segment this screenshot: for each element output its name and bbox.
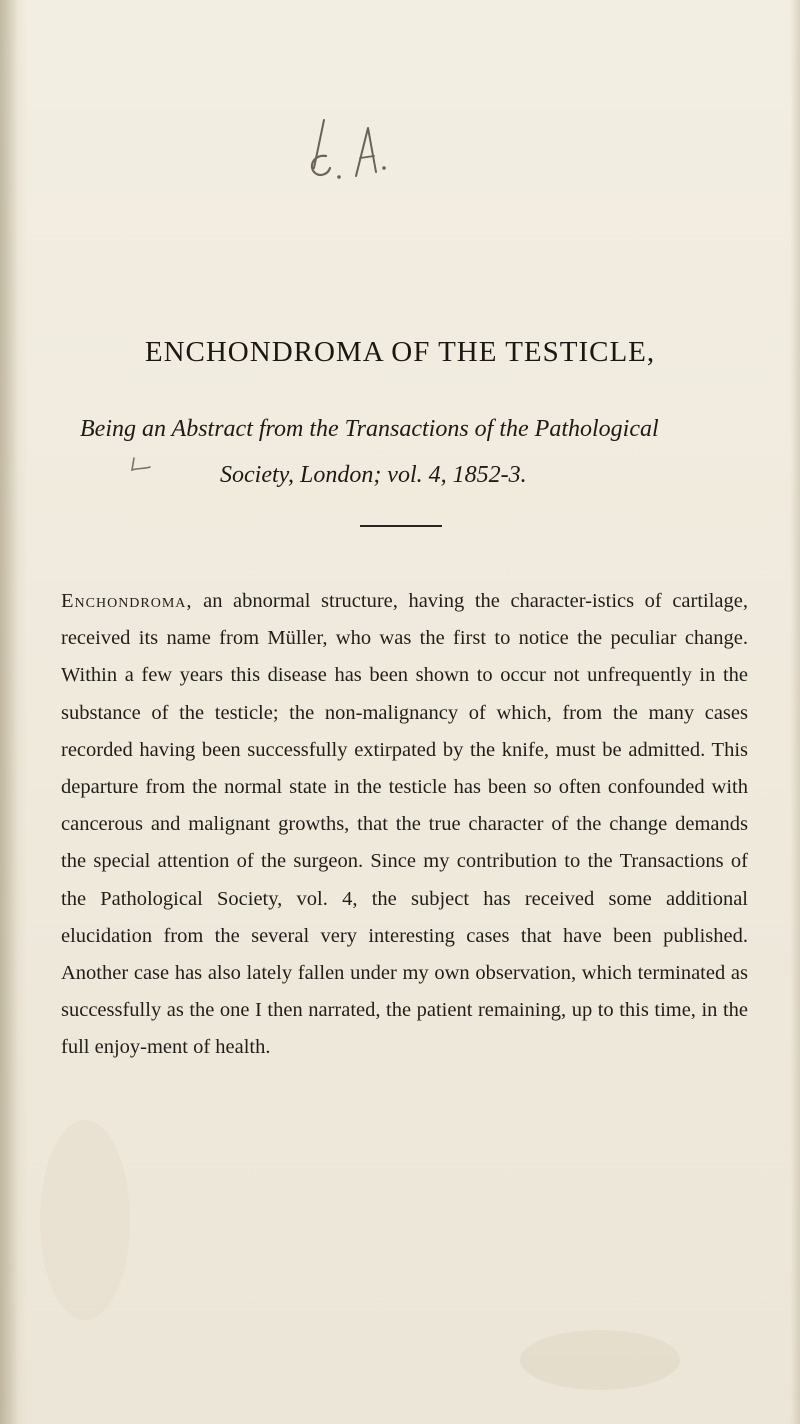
page-edge-shadow [790,0,800,1424]
paper-stain [520,1330,680,1390]
article-body-text: an abnormal structure, having the character-istics of cartilage, received its name from Müller, who was the first to notice the peculiar change. Within a few years this disease has been shown to occur not unfrequently in the substance of the testicle; the non-malignancy of which, from the many cases recorded having been successfully extirpated by the knife, must be admitted. This departure from the normal state in the testicle has been so often confounded with cancerous and malignant growths, that the true character of the change demands the special attention of the surgeon. Since my contribution to the Transactions of the Pathological Society, vol. 4, the subject has received some additional elucidation from the several very interesting cases that have been published. Another case has also lately fallen under my own observation, which terminated as successfully as the one I then narrated, the patient remaining, up to this time, in the full enjoy-ment of health. [61,590,748,1059]
paper-stain [40,1120,130,1320]
handwritten-annotation [296,98,416,198]
section-divider [360,525,442,527]
article-title: ENCHONDROMA OF THE TESTICLE, [144,336,656,368]
page-gutter-shadow [0,0,18,1424]
subtitle-line-2: Society, London; vol. 4, 1852-3. [220,462,527,488]
subtitle-line-1: Being an Abstract from the Transactions of the Pathological [80,416,659,442]
article-subtitle [80,406,780,498]
article-first-word: Enchondroma, [61,590,193,612]
article-body [61,583,748,1067]
pencil-mark-icon [128,456,156,476]
